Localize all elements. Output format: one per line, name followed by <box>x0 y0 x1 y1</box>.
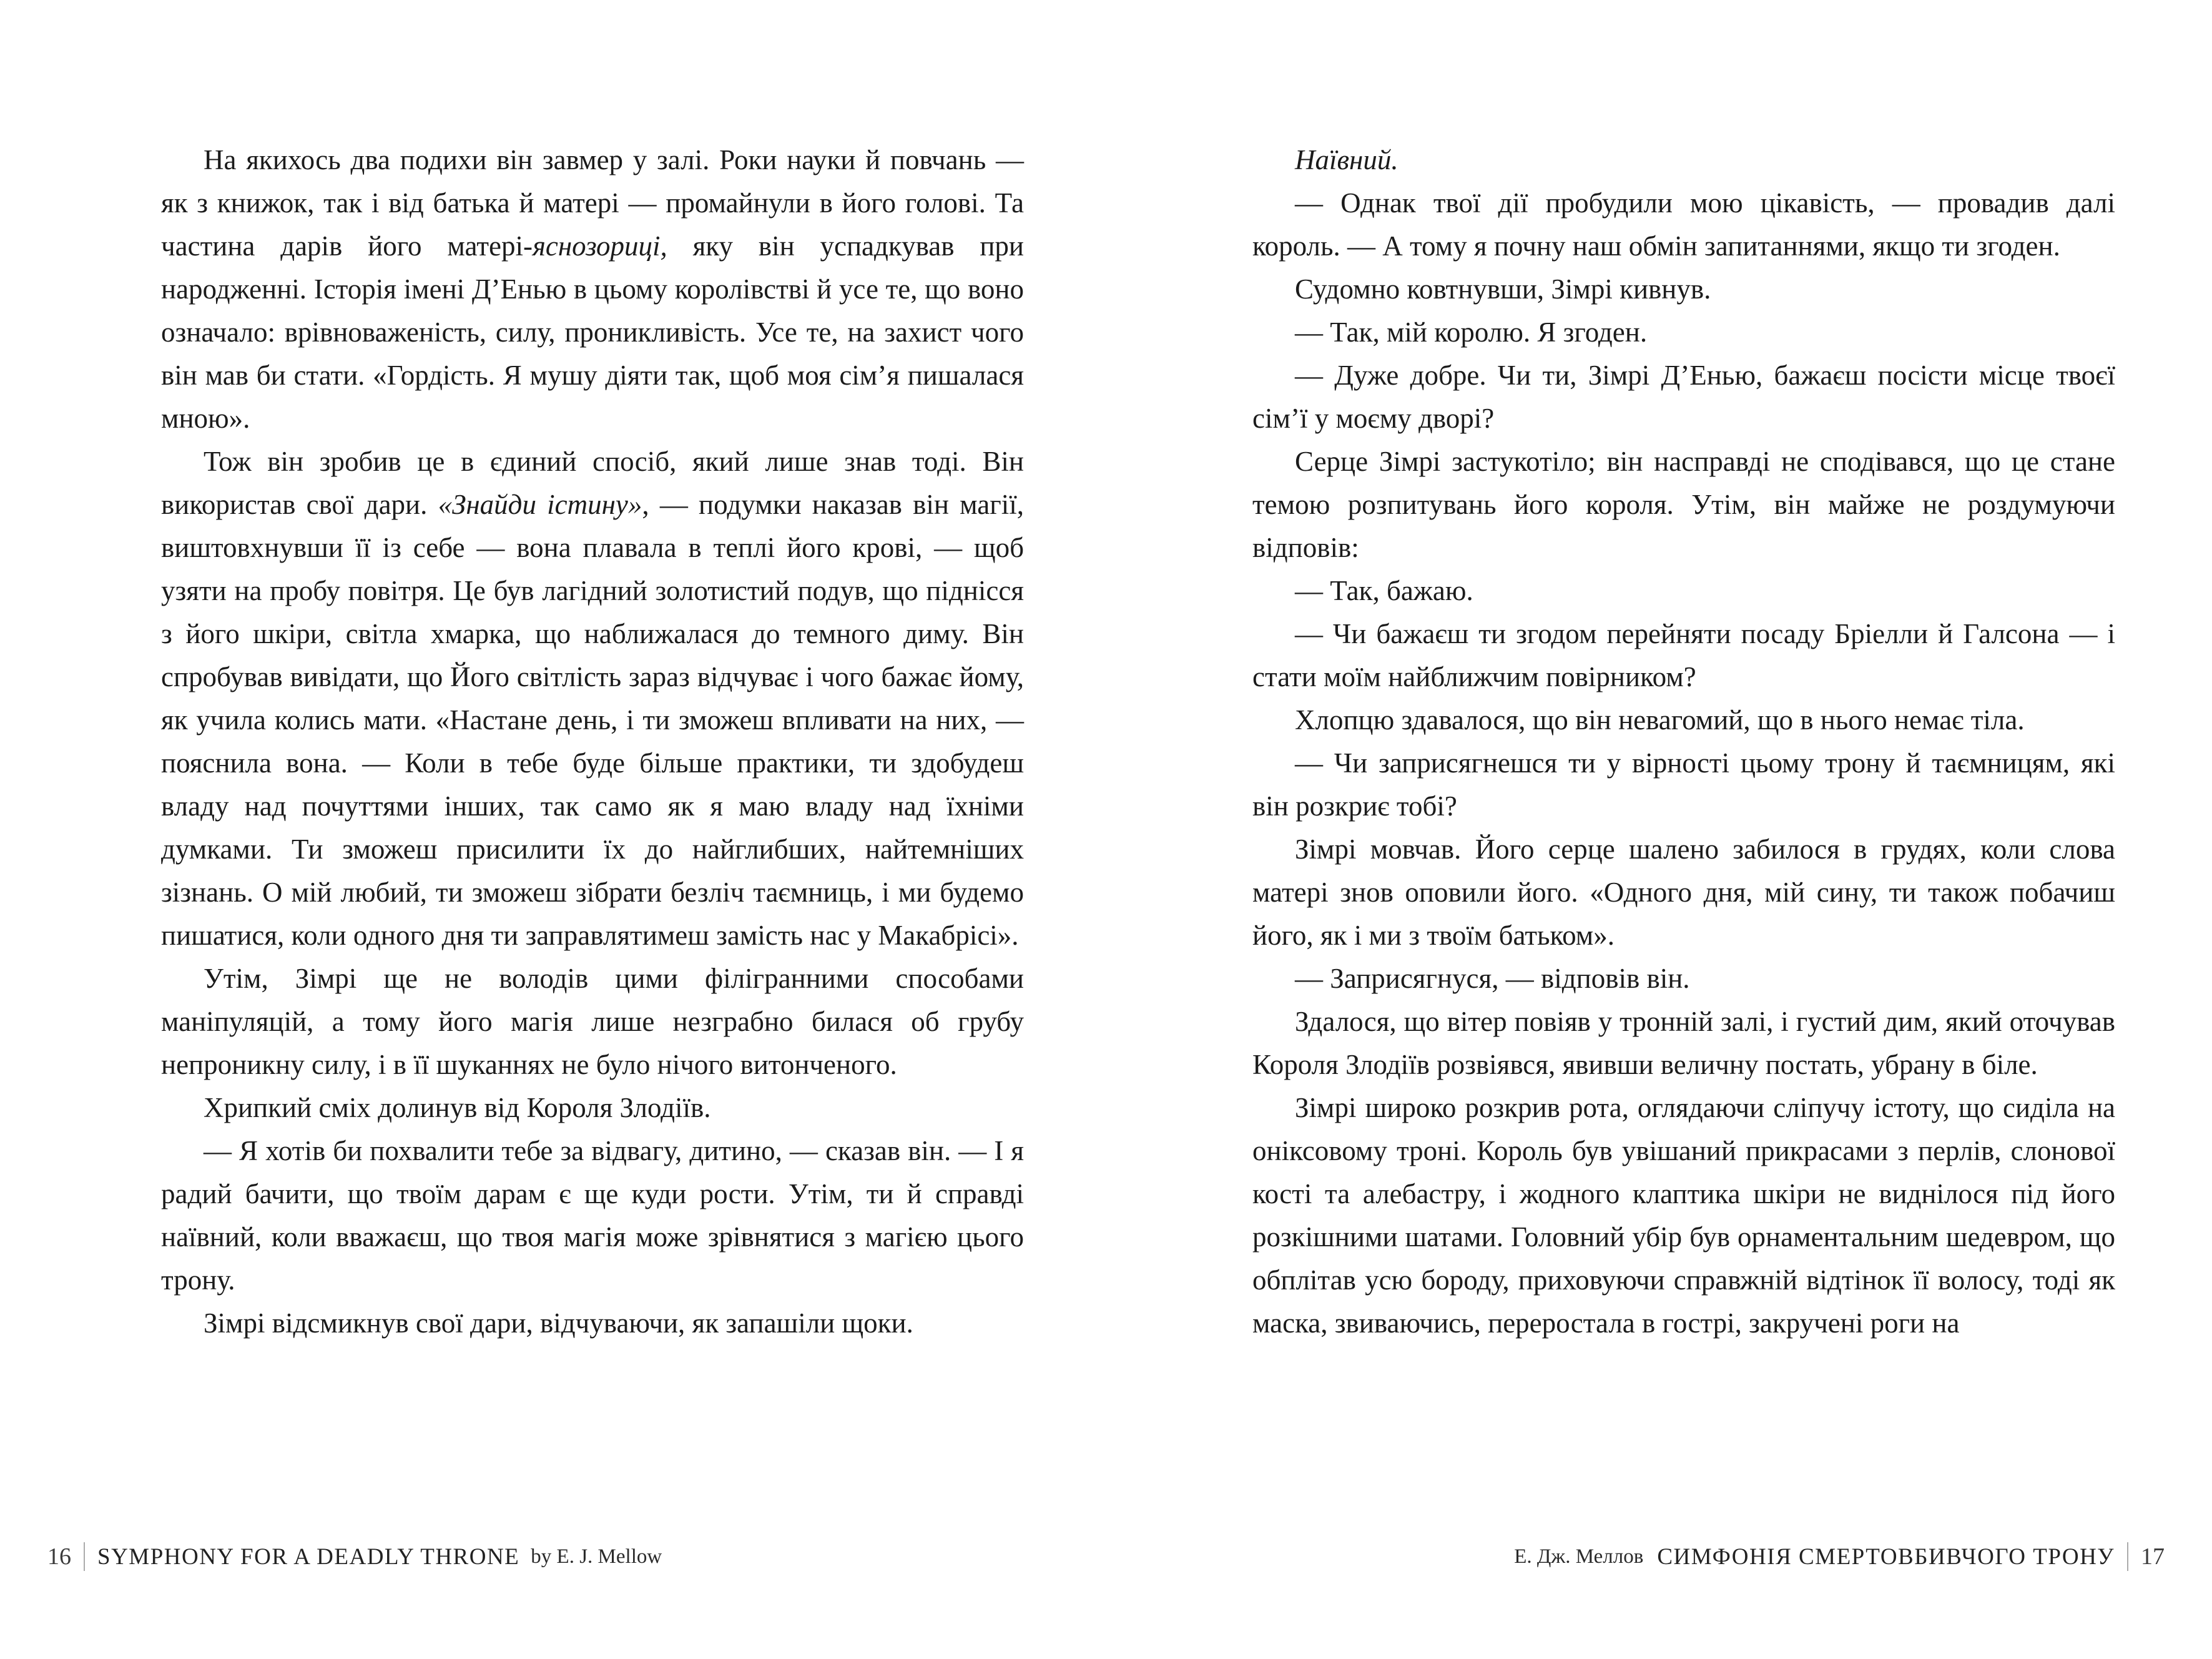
text-segment: — Однак твої дії пробудили мою цікавість, — провадив далі король. — А тому я почну наш обмін запитаннями, якщо ти згоден. <box>1252 187 2115 262</box>
text-segment: — Чи бажаєш ти згодом перейняти посаду Бріелли й Галсона — і стати моїм найближчим повірником? <box>1252 618 2115 692</box>
paragraph <box>1252 311 2115 354</box>
paragraph <box>1252 613 2115 699</box>
text-segment: — Дуже добре. Чи ти, Зімрі Д’Енью, бажаєш посісти місце твоєї сім’ї у моєму дворі? <box>1252 360 2115 434</box>
right-page-text <box>1252 139 2115 1345</box>
text-segment: Хрипкий сміх долинув від Короля Злодіїв. <box>204 1092 711 1123</box>
right-footer-book-title: СИМФОНІЯ СМЕРТОВБИВЧОГО ТРОНУ <box>1657 1543 2115 1570</box>
paragraph <box>1252 742 2115 828</box>
paragraph <box>1252 569 2115 613</box>
text-segment: Хлопцю здавалося, що він невагомий, що в нього немає тіла. <box>1295 704 2025 736</box>
paragraph <box>1252 354 2115 440</box>
text-segment: — Чи заприсягнешся ти у вірності цьому трону й таємницям, які він розкриє тобі? <box>1252 747 2115 822</box>
paragraph <box>161 139 1024 440</box>
paragraph <box>161 957 1024 1086</box>
text-segment: — Заприсягнуся, — відповів він. <box>1295 963 1690 994</box>
text-segment: На якихось два подихи він завмер у залі. Роки науки й повчань — як з книжок, так і від батька й матері — промайнули в його голові. Та частина дарів його матері- <box>161 144 1024 262</box>
paragraph <box>1252 828 2115 957</box>
text-segment: , — подумки наказав він магії, виштовхнувши її із себе — вона плавала в теплі його крові, — щоб узяти на пробу повітря. Це був лагідний золотистий подув, що піднісся з його шкіри, світла хмарка, що наближалася до темного диму. Він спробував вивідати, що Його світлість зараз відчуває і чого бажає йому, як учила колись мати. «Настане день, і ти зможеш впливати на них, — пояснила вона. — Коли в тебе буде більше практики, ти здобудеш владу над почуттями інших, так само як я маю владу над їхніми думками. Ти зможеш присилити їх до найглибших, найтемніших зізнань. О мій любий, ти зможеш зібрати безліч таємниць, і ми будемо пишатися, коли одного дня ти заправлятимеш замість нас у Макабрісі». <box>161 489 1024 951</box>
footer-divider <box>2127 1542 2128 1571</box>
text-segment: Тож він зробив це в єдиний спосіб, який лише знав тоді. Він використав свої дари. <box>161 446 1024 520</box>
paragraph <box>1252 182 2115 268</box>
paragraph <box>161 1302 1024 1345</box>
paragraph <box>1252 1086 2115 1345</box>
paragraph <box>161 1130 1024 1302</box>
paragraph <box>1252 268 2115 311</box>
paragraph <box>1252 139 2115 182</box>
text-segment: — Я хотів би похвалити тебе за відвагу, дитино, — сказав він. — І я радий бачити, що твоїм дарам є ще куди рости. Утім, ти й справді наївний, коли вважаєш, що твоя магія може зрівнятися з магією цього трону. <box>161 1135 1024 1296</box>
right-footer-author: Е. Дж. Меллов <box>1514 1545 1644 1568</box>
right-page-number: 17 <box>2141 1543 2165 1570</box>
italic-text-segment: яснозориці, <box>532 230 667 262</box>
text-segment: Зімрі відсмикнув свої дари, відчуваючи, як запашіли щоки. <box>204 1307 913 1339</box>
paragraph <box>1252 699 2115 742</box>
left-page-footer <box>47 1542 662 1571</box>
left-footer-book-title: SYMPHONY FOR A DEADLY THRONE <box>97 1543 520 1570</box>
paragraph <box>161 1086 1024 1130</box>
text-segment: яку він успадкував при народженні. Історія імені Д’Енью в цьому королівстві й усе те, що воно означало: врівноваженість, силу, проникливість. Усе те, на захист чого він мав би стати. «Гордість. Я мушу діяти так, щоб моя сім’я пишалася мною». <box>161 230 1024 434</box>
text-segment: Здалося, що вітер повіяв у тронній залі, і густий дим, який оточував Короля Злодіїв розвіявся, явивши величну постать, убрану в біле. <box>1252 1006 2115 1080</box>
paragraph <box>1252 1000 2115 1086</box>
left-page-number: 16 <box>47 1543 71 1570</box>
footer-divider <box>84 1542 85 1571</box>
italic-text-segment: Наївний. <box>1295 144 1398 175</box>
right-page-footer <box>1514 1542 2165 1571</box>
text-segment: — Так, бажаю. <box>1295 575 1473 606</box>
text-segment: Зімрі мовчав. Його серце шалено забилося в грудях, коли слова матері знов оповили його. «Одного дня, мій сину, ти також побачиш його, як і ми з твоїм батьком». <box>1252 834 2115 951</box>
left-page-text <box>161 139 1024 1345</box>
italic-text-segment: «Знайди істину» <box>438 489 642 520</box>
paragraph <box>161 440 1024 957</box>
text-segment: — Так, мій королю. Я згоден. <box>1295 317 1648 348</box>
text-segment: Утім, Зімрі ще не володів цими філігранними способами маніпуляцій, а тому його магія лише незграбно билася об грубу непроникну силу, і в її шуканнях не було нічого витонченого. <box>161 963 1024 1080</box>
paragraph <box>1252 957 2115 1000</box>
text-segment: Зімрі широко розкрив рота, оглядаючи сліпучу істоту, що сиділа на оніксовому троні. Король був увішаний прикрасами з перлів, слонової кості та алебастру, і жодного клаптика шкіри не виднілося під його розкішними шатами. Головний убір був орнаментальним шедевром, що обплітав усю бороду, приховуючи справжній відтінок її волосу, тоді як маска, звиваючись, переростала в гострі, закручені роги на <box>1252 1092 2115 1339</box>
text-segment: Судомно ковтнувши, Зімрі кивнув. <box>1295 273 1711 305</box>
text-segment: Серце Зімрі застукотіло; він насправді не сподівався, що це стане темою розпитувань його короля. Утім, він майже не роздумуючи відповів: <box>1252 446 2115 563</box>
left-footer-author: by E. J. Mellow <box>531 1545 662 1568</box>
paragraph <box>1252 440 2115 569</box>
